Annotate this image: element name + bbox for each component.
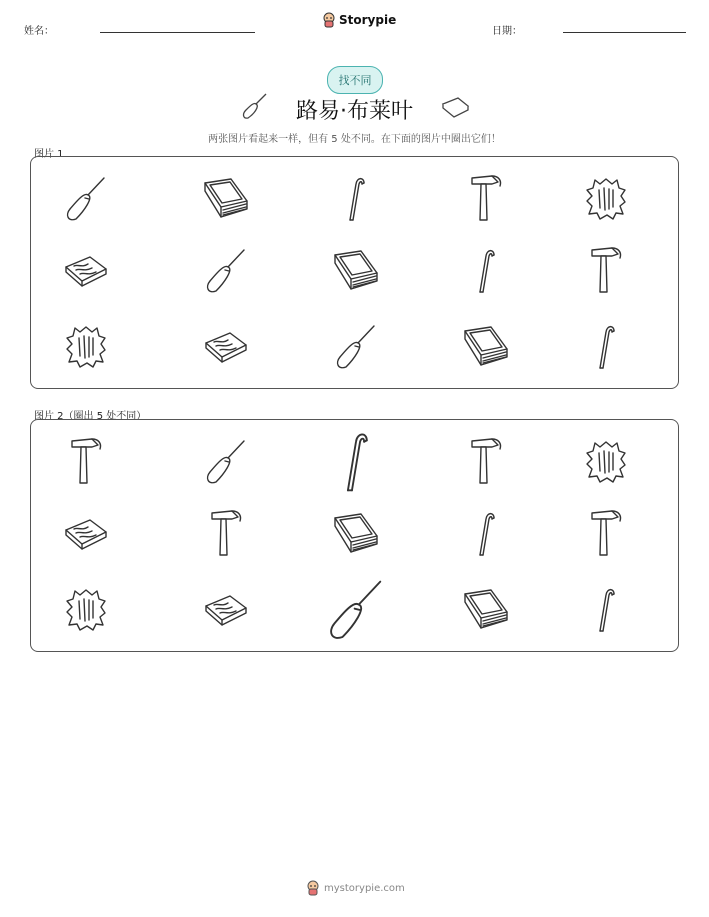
braille-slate-icon[interactable] [56,504,116,564]
leather-hide-icon[interactable] [576,169,636,229]
book-icon[interactable] [196,169,256,229]
hammer-icon[interactable] [456,432,516,492]
cane-icon[interactable] [456,504,516,564]
storypie-mascot-icon [306,880,320,896]
book-icon[interactable] [456,580,516,640]
awl-icon[interactable] [196,241,256,301]
awl-icon[interactable] [326,580,386,640]
awl-icon[interactable] [196,432,256,492]
braille-slate-icon[interactable] [56,241,116,301]
picture-1-label: 图片 1 [34,149,64,160]
cane-icon[interactable] [326,169,386,229]
braille-slate-icon[interactable] [196,580,256,640]
date-label: 日期： [492,26,522,37]
brand-logo [322,12,396,28]
instructions: 两张图片看起来一样，但有 5 处不同。在下面的图片中圈出它们！ [208,134,501,145]
awl-icon[interactable] [56,169,116,229]
cane-icon[interactable] [576,580,636,640]
leather-hide-icon[interactable] [576,432,636,492]
page-title: 路易·布莱叶 [296,99,413,124]
name-field-line[interactable] [100,32,255,33]
brand-name: Storypie [339,13,397,27]
book-icon[interactable] [326,504,386,564]
hammer-icon[interactable] [56,432,116,492]
picture-2-panel[interactable] [30,419,679,652]
footer-url[interactable]: mystorypie.com [324,882,405,894]
hammer-icon[interactable] [576,504,636,564]
picture-1-panel [30,156,679,389]
hammer-icon[interactable] [576,241,636,301]
name-label: 姓名： [24,26,54,37]
title-braille-slate-icon [440,96,470,122]
awl-icon[interactable] [326,317,386,377]
leather-hide-icon[interactable] [56,317,116,377]
braille-slate-icon[interactable] [196,317,256,377]
cane-icon[interactable] [456,241,516,301]
hammer-icon[interactable] [456,169,516,229]
find-difference-badge: 找不同 [327,66,383,94]
hammer-icon[interactable] [196,504,256,564]
book-icon[interactable] [456,317,516,377]
footer [306,880,405,896]
leather-hide-icon[interactable] [56,580,116,640]
cane-icon[interactable] [326,432,386,492]
cane-icon[interactable] [576,317,636,377]
date-field-line[interactable] [563,32,686,33]
book-icon[interactable] [326,241,386,301]
picture-2-label: 图片 2（圈出 5 处不同） [34,411,147,422]
storypie-mascot-icon [322,12,336,28]
